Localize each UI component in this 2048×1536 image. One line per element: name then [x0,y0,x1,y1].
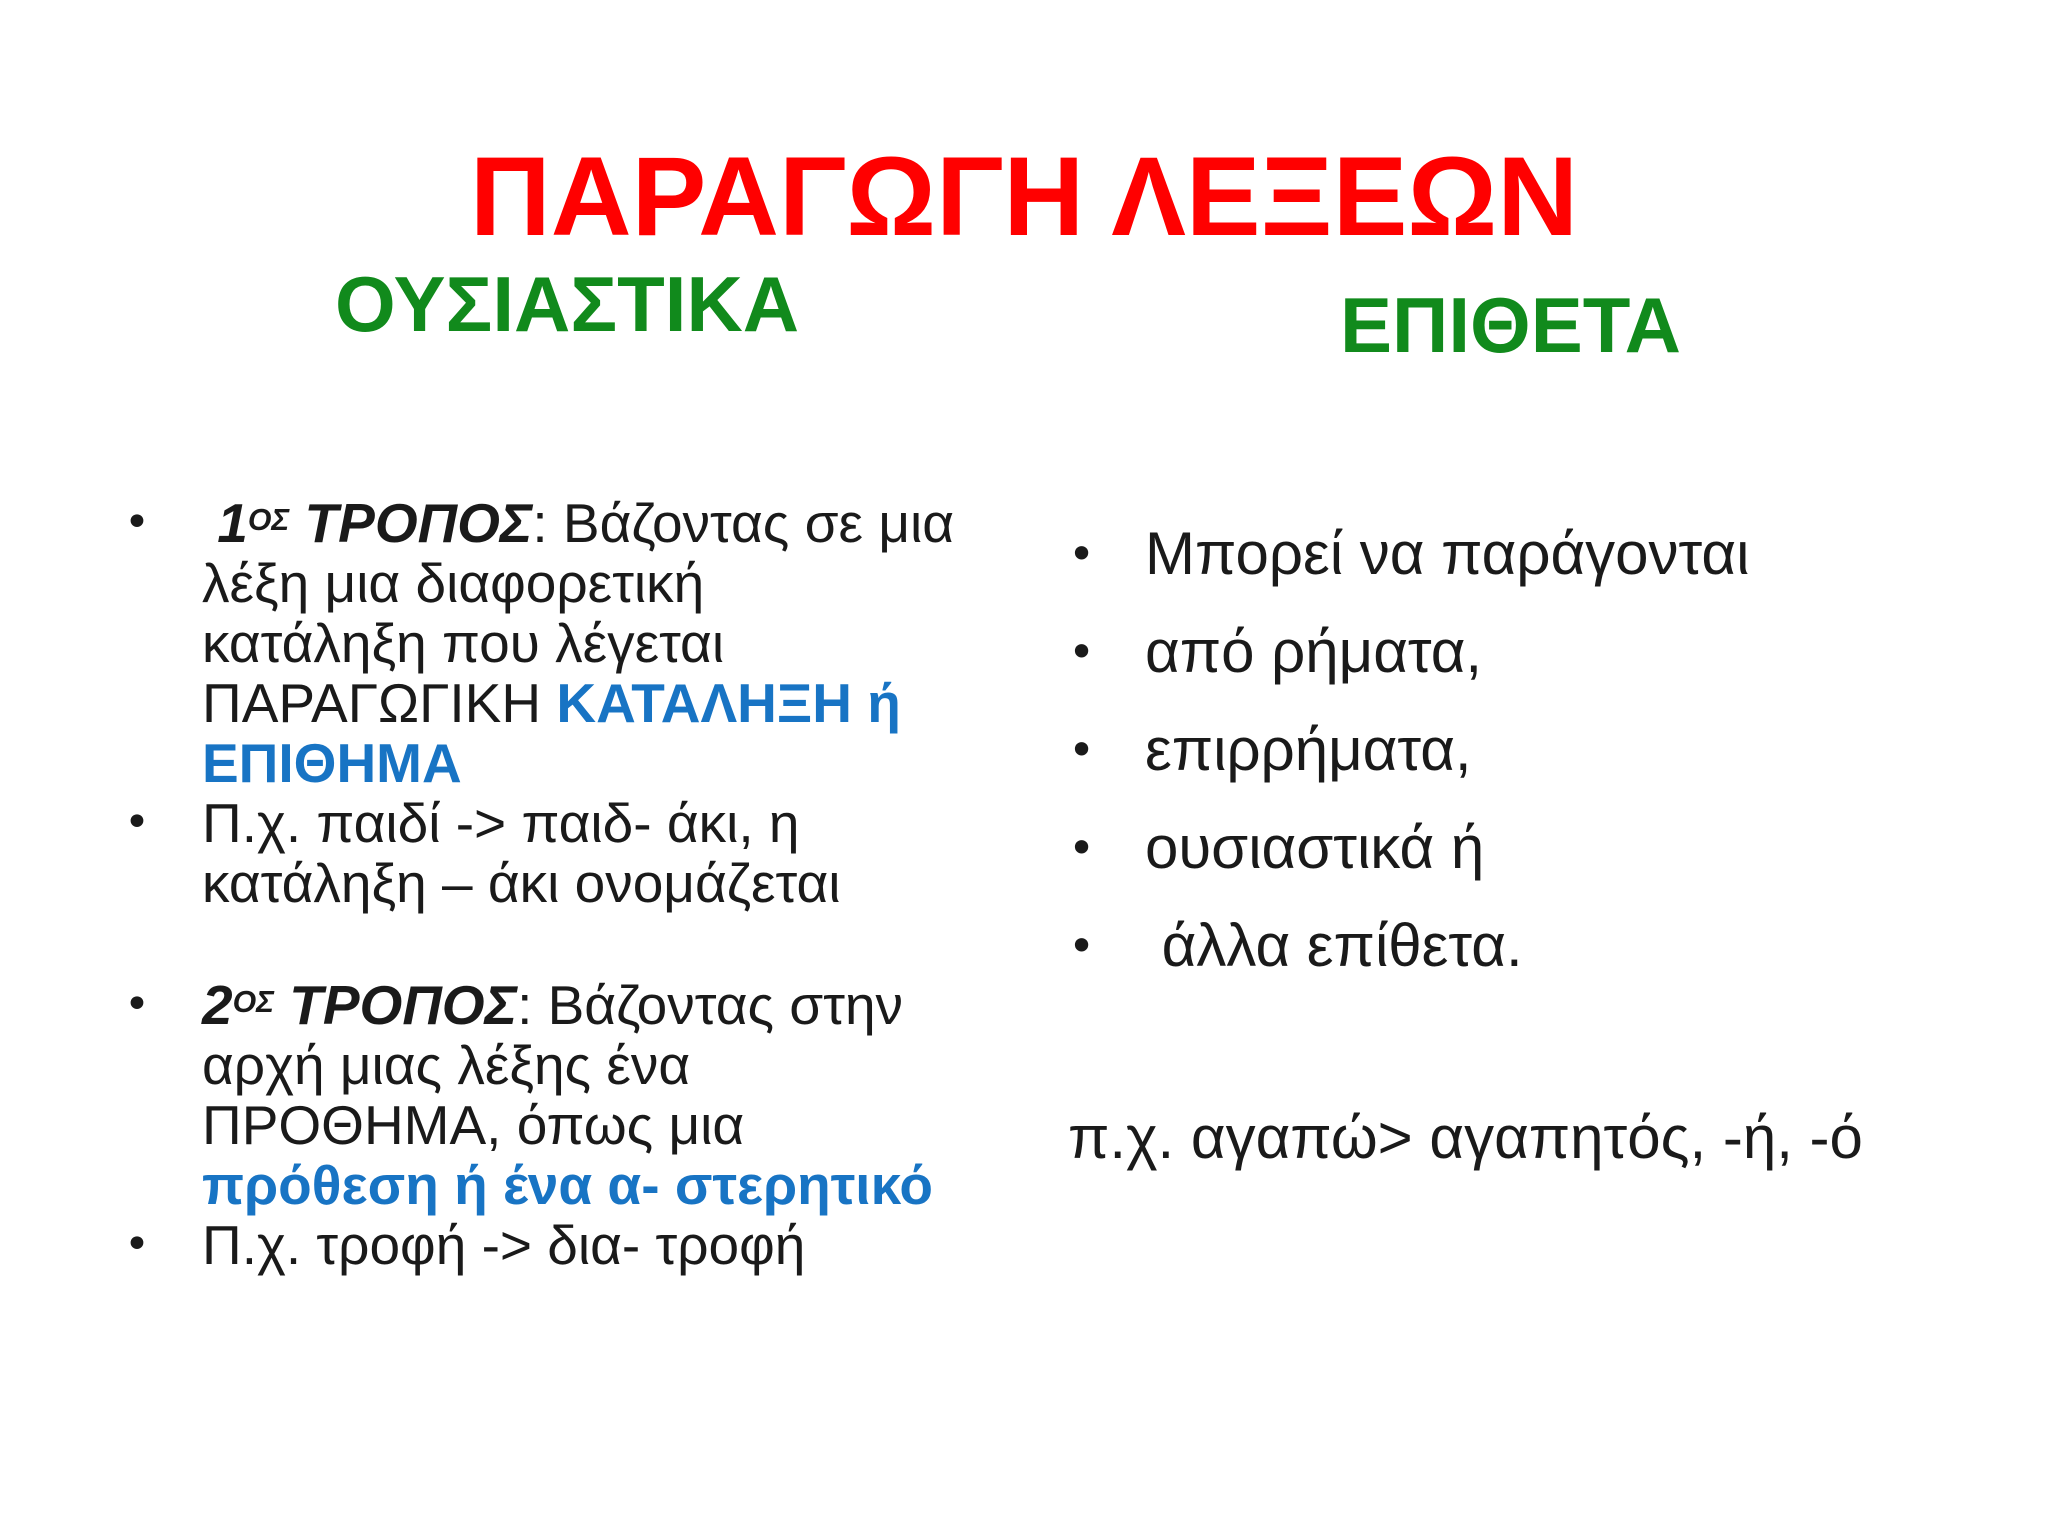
list-item-method-1 [124,492,1022,794]
bullet-icon: • [1068,821,1096,875]
method-1-line-4 [202,673,1022,733]
method-1-plain-term: ΠΑΡΑΓΩΓΙΚΗ [202,672,557,734]
example-2-line-1: Π.χ. τροφή -> δια- τροφή [202,1214,806,1276]
list-spacer [202,913,1022,975]
bullet-icon: • [1068,527,1096,581]
method-2-line-3: ΠΡΟΘΗΜΑ, όπως μια [202,1094,745,1156]
method-1-text: : Βάζοντας σε μια [532,492,955,554]
list-item-text: Μπορεί να παράγονται [1145,520,1750,587]
bullet-icon: • [1068,625,1096,679]
adjectives-list [1068,505,2005,995]
list-item [1068,505,2005,603]
nouns-list [124,492,1022,1276]
adjective-example: π.χ. αγαπώ> αγαπητός, -ή, -ό [1068,1104,1863,1171]
method-1-number: 1 [217,492,248,554]
example-1-line-1: Π.χ. παιδί -> παιδ- άκι, η [202,792,800,854]
method-1-label [217,492,532,554]
example-1-line-2: κατάληξη – άκι ονομάζεται [202,852,841,914]
method-1-line-1 [202,493,1022,553]
list-item-example-2 [124,1214,1022,1276]
list-item-text: ουσιαστικά ή [1145,814,1485,881]
method-2-line-2: αρχή μιας λέξης ένα [202,1034,691,1096]
list-item-method-2 [124,974,1022,1216]
heading-nouns: ΟΥΣΙΑΣΤΙΚΑ [335,260,800,348]
method-1-line-5: ΕΠΙΘΗΜΑ [202,732,462,794]
list-item [1068,799,2005,897]
method-1-highlight-term: ΚΑΤΑΛΗΞΗ ή [556,672,901,734]
list-item [1068,897,2005,995]
bullet-icon: • [124,979,150,1030]
list-item-text: άλλα επίθετα. [1145,912,1523,979]
method-1-line-2: λέξη μια διαφορετική [202,552,705,614]
method-1-word: ΤΡΟΠΟΣ [289,492,533,554]
bullet-icon: • [124,797,150,848]
method-1-ordinal: ΟΣ [247,504,290,537]
method-2-line-1 [202,975,1022,1035]
list-item-example-1 [124,792,1022,914]
list-item [1068,603,2005,701]
method-2-text: : Βάζοντας στην [517,974,904,1036]
bullet-icon: • [124,497,150,548]
method-2-ordinal: ΟΣ [232,986,274,1019]
method-2-label [202,974,517,1036]
list-item-text: επιρρήματα, [1145,716,1472,783]
bullet-icon: • [124,1219,150,1270]
list-item [1068,701,2005,799]
method-2-word: ΤΡΟΠΟΣ [273,974,518,1036]
method-1-line-3: κατάληξη που λέγεται [202,612,725,674]
heading-adjectives: ΕΠΙΘΕΤΑ [1340,281,1681,369]
slide-title: ΠΑΡΑΓΩΓΗ ΛΕΞΕΩΝ [469,134,1579,259]
bullet-icon: • [1068,723,1096,777]
method-2-line-4: πρόθεση ή ένα α- στερητικό [202,1154,934,1216]
bullet-icon: • [1068,919,1096,973]
method-2-number: 2 [202,974,233,1036]
list-item-text: από ρήματα, [1145,618,1483,685]
